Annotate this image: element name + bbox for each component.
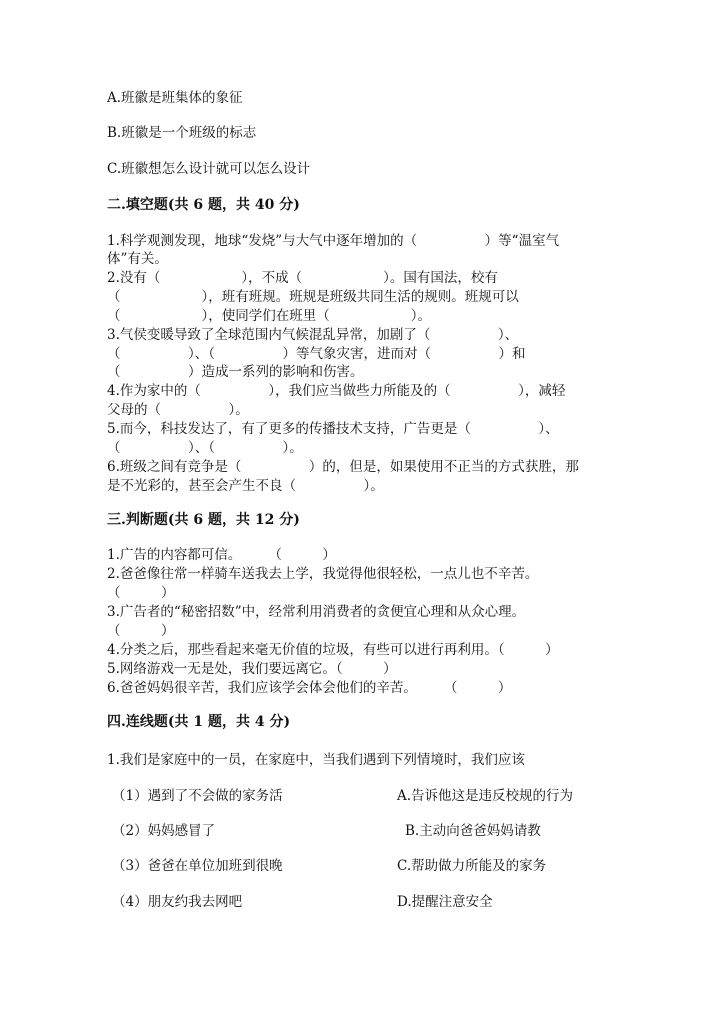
match-left-item: （1）遇到了不会做的家务活 bbox=[112, 788, 283, 804]
fill-line: 2.没有（ ），不成（ ）。国有国法，校有 bbox=[107, 270, 498, 286]
section-fill-title: 二.填空题(共 6 题，共 40 分) bbox=[107, 197, 300, 213]
fill-line: 3.气侯变暖导致了全球范围内气候混乱异常，加剧了（ ）、 bbox=[107, 327, 519, 343]
fill-line: 体”有关。 bbox=[107, 251, 168, 267]
fill-line: 1.科学观测发现，地球“发烧”与大气中逐年增加的（ ）等“温室气 bbox=[107, 233, 560, 249]
judge-line: 3.广告者的“秘密招数”中，经常利用消费者的贪便宜心理和从众心理。 bbox=[107, 604, 526, 620]
match-right-item: D.提醒注意安全 bbox=[397, 894, 493, 910]
fill-line: 是不光彩的，甚至会产生不良（ ）。 bbox=[107, 478, 384, 494]
match-left-item: （4）朋友约我去网吧 bbox=[112, 894, 243, 910]
judge-line: 6.爸爸妈妈很辛苦，我们应该学会体会他们的辛苦。 （ ） bbox=[107, 680, 512, 696]
match-right-item: C.帮助做力所能及的家务 bbox=[397, 858, 547, 874]
judge-line: 1.广告的内容都可信。 （ ） bbox=[107, 547, 336, 563]
match-question: 1.我们是家庭中的一员，在家庭中，当我们遇到下列情境时，我们应该 bbox=[107, 752, 525, 768]
fill-line: 6.班级之间有竞争是（ ）的，但是，如果使用不正当的方式获胜，那 bbox=[107, 459, 579, 475]
fill-line: 父母的（ ）。 bbox=[107, 402, 249, 418]
judge-line: 5.网络游戏一无是处，我们要远离它。（ ） bbox=[107, 661, 397, 677]
option-a: A.班徽是班集体的象征 bbox=[107, 90, 243, 106]
match-left-item: （2）妈妈感冒了 bbox=[112, 823, 216, 839]
judge-line: 2.爸爸像往常一样骑车送我去上学，我觉得他很轻松，一点儿也不辛苦。 bbox=[107, 566, 539, 582]
judge-line: （ ） bbox=[107, 623, 175, 639]
fill-line: 5.而今，科技发达了，有了更多的传播技术支持，广告更是（ ）、 bbox=[107, 421, 559, 437]
fill-line: （ ）造成一系列的影响和伤害。 bbox=[107, 364, 364, 380]
match-left-item: （3）爸爸在单位加班到很晚 bbox=[112, 858, 283, 874]
match-right-item: B.主动向爸爸妈妈请教 bbox=[405, 823, 541, 839]
fill-line: （ ），班有班规。班规是班级共同生活的规则。班规可以 bbox=[107, 289, 519, 305]
option-c: C.班徽想怎么设计就可以怎么设计 bbox=[107, 161, 311, 177]
fill-line: 4.作为家中的（ ），我们应当做些力所能及的（ ），减轻 bbox=[107, 383, 566, 399]
section-judge-title: 三.判断题(共 6 题，共 12 分) bbox=[107, 512, 300, 528]
option-b: B.班徽是一个班级的标志 bbox=[107, 125, 257, 141]
judge-line: 4.分类之后，那些看起来毫无价值的垃圾，有些可以进行再利用。（ ） bbox=[107, 642, 559, 658]
section-match-title: 四.连线题(共 1 题，共 4 分) bbox=[107, 714, 291, 730]
match-right-item: A.告诉他这是违反校规的行为 bbox=[397, 788, 574, 804]
judge-line: （ ） bbox=[107, 585, 175, 601]
fill-line: （ ），使同学们在班里（ ）。 bbox=[107, 308, 431, 324]
fill-line: （ ）、（ ）等气象灾害，进而对（ ）和 bbox=[107, 346, 526, 362]
fill-line: （ ）、（ ）。 bbox=[107, 440, 303, 456]
